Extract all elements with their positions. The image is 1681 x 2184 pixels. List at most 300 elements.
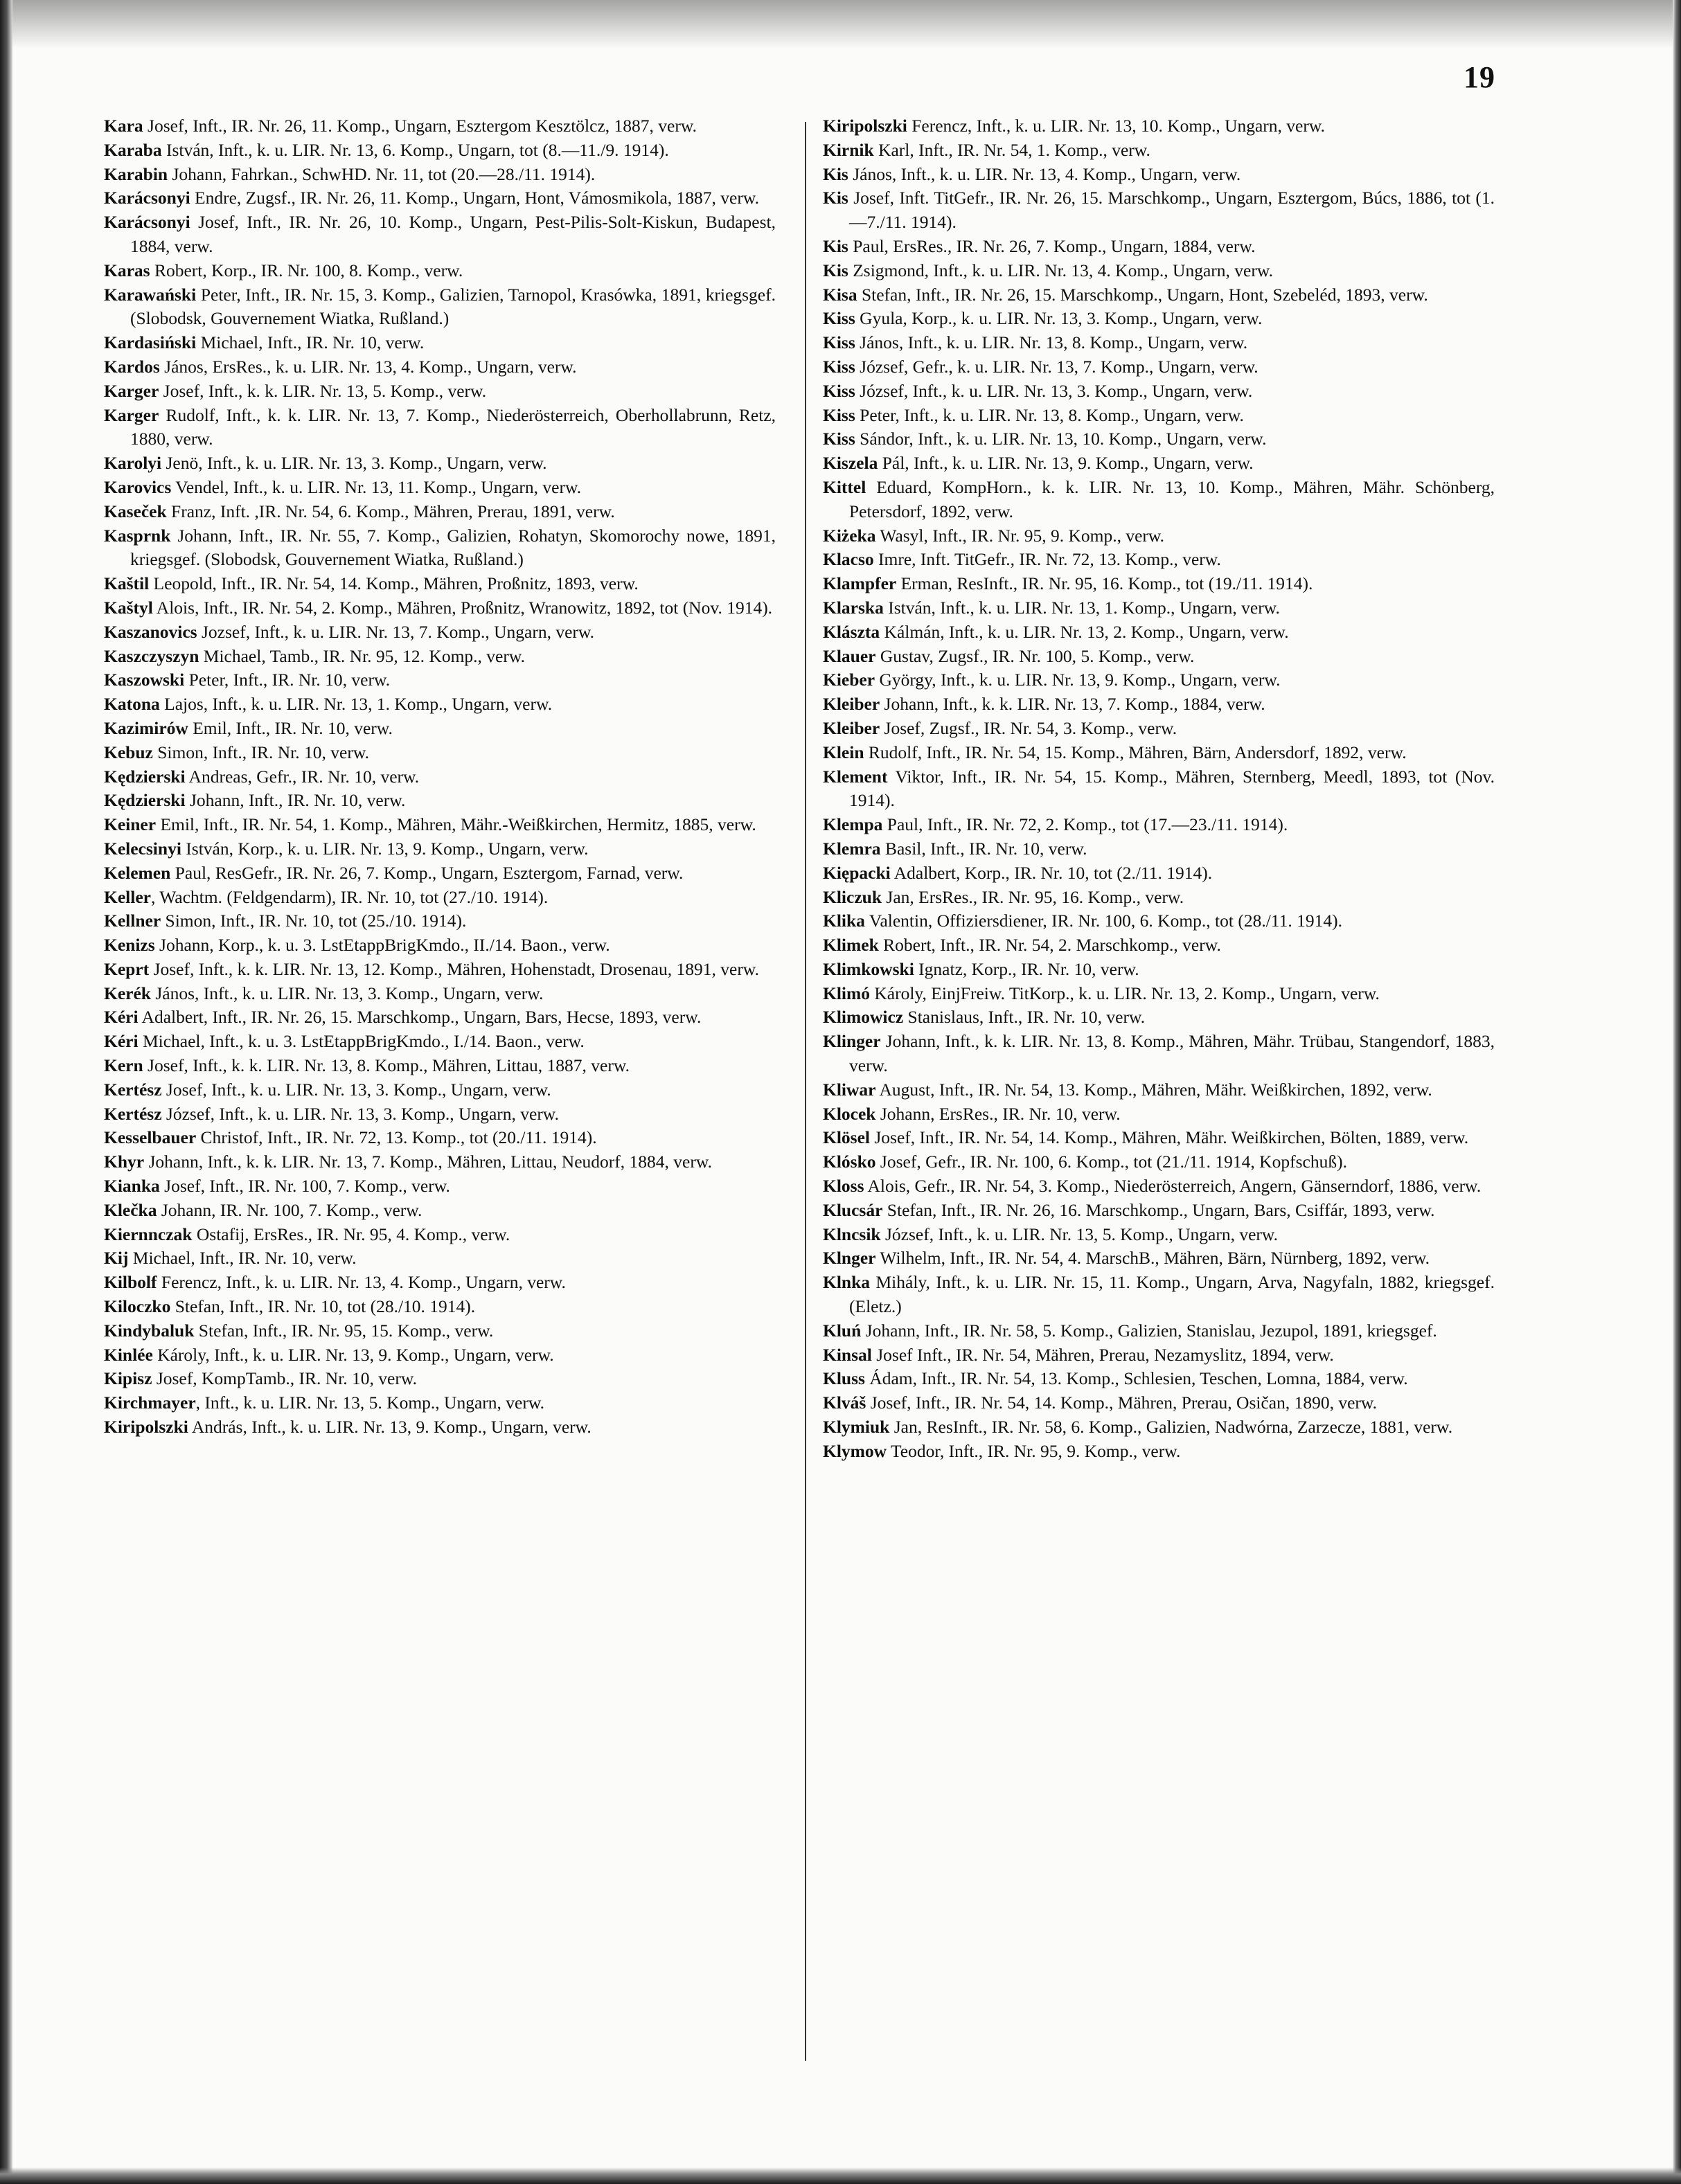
entry-surname: Kis [823, 235, 848, 256]
register-entry [104, 596, 776, 620]
register-entry [823, 283, 1495, 307]
register-entry [104, 451, 776, 476]
register-entry [823, 1271, 1495, 1319]
register-entry [823, 1126, 1495, 1150]
register-entry [104, 620, 776, 645]
register-entry [104, 379, 776, 404]
entry-surname: Klečka [104, 1199, 157, 1220]
entry-surname: Kaštyl [104, 597, 153, 618]
register-entry [104, 524, 776, 573]
entry-details: Károly, EinjFreiw. TitKorp., k. u. LIR. Nr. 13, 2. Komp., Ungarn, verw. [870, 983, 1380, 1003]
register-entry [823, 596, 1495, 620]
register-entry [104, 717, 776, 741]
entry-surname: Kittel [823, 476, 866, 497]
entry-details: Basil, Inft., IR. Nr. 10, verw. [880, 838, 1087, 859]
register-entry [823, 1440, 1495, 1464]
entry-surname: Kéri [104, 1007, 139, 1028]
entry-details: Simon, Inft., IR. Nr. 10, verw. [152, 742, 369, 762]
entry-details: János, ErsRes., k. u. LIR. Nr. 13, 4. Komp., Ungarn, verw. [159, 356, 577, 377]
entry-surname: Karaba [104, 139, 162, 160]
column-divider [805, 122, 806, 2061]
entry-details: András, Inft., k. u. LIR. Nr. 13, 9. Komp., Ungarn, verw. [188, 1417, 592, 1438]
entry-details: János, Inft., k. u. LIR. Nr. 13, 3. Komp., Ungarn, verw. [150, 983, 544, 1003]
entry-details: Josef, Inft. TitGefr., IR. Nr. 26, 15. Marschkomp., Ungarn, Esztergom, Búcs, 1886, tot (1.—7./11. 1914). [848, 188, 1495, 233]
entry-details: Ostafij, ErsRes., IR. Nr. 95, 4. Komp., verw. [192, 1224, 510, 1244]
entry-surname: Kleiber [823, 717, 880, 738]
entry-details: Károly, Inft., k. u. LIR. Nr. 13, 9. Komp., Ungarn, verw. [152, 1344, 554, 1365]
entry-details: Teodor, Inft., IR. Nr. 95, 9. Komp., verw. [887, 1440, 1181, 1461]
entry-surname: Keprt [104, 958, 150, 979]
entry-details: Johann, IR. Nr. 100, 7. Komp., verw. [157, 1199, 423, 1220]
entry-details: Josef, Inft., IR. Nr. 26, 11. Komp., Ungarn, Esztergom Kesztölcz, 1887, verw. [143, 116, 697, 136]
register-entry [823, 379, 1495, 404]
entry-details: Peter, Inft., IR. Nr. 10, verw. [184, 670, 391, 690]
entry-surname: Kliczuk [823, 886, 882, 907]
entry-surname: Kirnik [823, 139, 874, 160]
entry-surname: Klimkowski [823, 958, 914, 979]
register-entry [823, 741, 1495, 765]
entry-surname: Kaštil [104, 573, 150, 594]
entry-surname: Klimó [823, 983, 870, 1003]
entry-details: Leopold, Inft., IR. Nr. 54, 14. Komp., Mähren, Proßnitz, 1893, verw. [149, 573, 639, 594]
entry-details: Valentin, Offiziersdiener, IR. Nr. 100, 6. Komp., tot (28./11. 1914). [864, 911, 1342, 931]
register-entry [823, 1199, 1495, 1223]
entry-details: Johann, Inft., IR. Nr. 55, 7. Komp., Galizien, Rohatyn, Skomorochy nowe, 1891, kriegsgef. (Slobodsk, Gouvernement Wiatka, Rußland.) [130, 525, 776, 570]
register-entry [104, 283, 776, 332]
register-entry [823, 692, 1495, 717]
entry-details: Peter, Inft., IR. Nr. 15, 3. Komp., Galizien, Tarnopol, Krasówka, 1891, kriegsgef. (Slobodsk, Gouvernement Wiatka, Rußland.) [130, 284, 776, 329]
entry-details: , Inft., k. u. LIR. Nr. 13, 5. Komp., Ungarn, verw. [195, 1393, 544, 1413]
entry-surname: Kaszowski [104, 670, 185, 690]
register-entry [104, 1367, 776, 1391]
entry-surname: Kiss [823, 404, 855, 425]
register-entry [104, 1391, 776, 1415]
entry-details: Vendel, Inft., k. u. LIR. Nr. 13, 11. Komp., Ungarn, verw. [171, 476, 582, 497]
register-entry [823, 1030, 1495, 1078]
register-entry [823, 1343, 1495, 1368]
entry-details: Josef, Gefr., IR. Nr. 100, 6. Komp., tot (21./11. 1914, Kopfschuß). [875, 1152, 1347, 1172]
entry-surname: Kiss [823, 308, 855, 329]
register-entry [104, 138, 776, 163]
register-entry [104, 1126, 776, 1150]
register-entry [104, 1246, 776, 1271]
entry-surname: Kij [104, 1248, 129, 1269]
register-entry [823, 114, 1495, 138]
register-entry [823, 476, 1495, 524]
entry-details: Josef, Inft., k. k. LIR. Nr. 13, 8. Komp., Mähren, Littau, 1887, verw. [143, 1055, 630, 1076]
entry-details: Alois, Inft., IR. Nr. 54, 2. Komp., Mähren, Proßnitz, Wranowitz, 1892, tot (Nov. 1914). [152, 597, 773, 618]
register-entry [104, 1054, 776, 1078]
register-entry [823, 909, 1495, 933]
entry-surname: Klinger [823, 1031, 881, 1052]
entry-surname: Kindybaluk [104, 1320, 195, 1341]
register-entry [823, 1150, 1495, 1174]
entry-details: Wasyl, Inft., IR. Nr. 95, 9. Komp., verw. [875, 525, 1165, 546]
entry-details: Ádam, Inft., IR. Nr. 54, 13. Komp., Schlesien, Teschen, Lomna, 1884, verw. [864, 1368, 1408, 1389]
entry-details: Josef, KompTamb., IR. Nr. 10, verw. [152, 1368, 417, 1389]
register-entry [823, 933, 1495, 958]
register-entry [823, 138, 1495, 163]
entry-details: Johann, ErsRes., IR. Nr. 10, verw. [875, 1103, 1121, 1124]
register-entry [104, 958, 776, 982]
scan-shadow-top [0, 0, 1681, 48]
register-entry [823, 1223, 1495, 1247]
entry-details: Johann, Inft., k. k. LIR. Nr. 13, 8. Komp., Mähren, Mähr. Trübau, Stangendorf, 1883, verw. [849, 1031, 1495, 1076]
entry-details: Erman, ResInft., IR. Nr. 95, 16. Komp., tot (19./11. 1914). [896, 573, 1313, 594]
entry-surname: Klein [823, 742, 864, 762]
entry-details: István, Inft., k. u. LIR. Nr. 13, 1. Komp., Ungarn, verw. [883, 597, 1280, 618]
entry-details: Stefan, Inft., IR. Nr. 26, 15. Marschkomp., Ungarn, Hont, Szebeléd, 1893, verw. [857, 284, 1428, 305]
page-number: 19 [1464, 60, 1495, 94]
entry-surname: Kilbolf [104, 1272, 157, 1293]
entry-details: Emil, Inft., IR. Nr. 54, 1. Komp., Mähren, Mähr.-Weißkirchen, Hermitz, 1885, verw. [156, 814, 756, 835]
entry-details: Johann, Inft., k. k. LIR. Nr. 13, 7. Komp., Mähren, Littau, Neudorf, 1884, verw. [144, 1152, 712, 1172]
entry-surname: Kardasiński [104, 332, 197, 353]
entry-details: János, Inft., k. u. LIR. Nr. 13, 4. Komp., Ungarn, verw. [848, 163, 1241, 184]
entry-surname: Karolyi [104, 453, 162, 474]
register-entry [104, 355, 776, 379]
register-entry [104, 1030, 776, 1054]
register-entry [104, 645, 776, 669]
register-entry [823, 404, 1495, 428]
entry-details: Stefan, Inft., IR. Nr. 26, 16. Marschkomp., Ungarn, Bars, Csiffár, 1893, verw. [882, 1199, 1435, 1220]
entry-surname: Karawański [104, 284, 197, 305]
entry-details: György, Inft., k. u. LIR. Nr. 13, 9. Komp., Ungarn, verw. [875, 670, 1281, 690]
register-entry [823, 451, 1495, 476]
entry-surname: Kleiber [823, 694, 880, 715]
entry-surname: Klimek [823, 935, 879, 956]
entry-surname: Kliwar [823, 1079, 876, 1100]
entry-surname: Kiszela [823, 453, 878, 474]
entry-surname: Kiss [823, 332, 855, 353]
register-entry [823, 307, 1495, 331]
register-entry [823, 813, 1495, 837]
entry-surname: Keiner [104, 814, 157, 835]
register-entry [104, 1223, 776, 1247]
entry-details: József, Gefr., k. u. LIR. Nr. 13, 7. Komp., Ungarn, verw. [855, 356, 1258, 377]
entry-details: Paul, ResGefr., IR. Nr. 26, 7. Komp., Ungarn, Esztergom, Farnad, verw. [170, 862, 684, 883]
entry-details: Endre, Zugsf., IR. Nr. 26, 11. Komp., Ungarn, Hont, Vámosmikola, 1887, verw. [190, 188, 760, 208]
entry-surname: Klement [823, 766, 888, 787]
entry-surname: Klncsik [823, 1224, 881, 1244]
register-entry [104, 572, 776, 596]
register-entry [823, 259, 1495, 283]
entry-details: Robert, Korp., IR. Nr. 100, 8. Komp., verw. [150, 260, 463, 280]
register-entry [823, 163, 1495, 187]
register-entry [823, 235, 1495, 259]
entry-details: Kálmán, Inft., k. u. LIR. Nr. 13, 2. Komp., Ungarn, verw. [880, 621, 1289, 642]
entry-surname: Kluń [823, 1320, 862, 1341]
entry-details: Emil, Inft., IR. Nr. 10, verw. [188, 717, 393, 738]
register-entry [104, 259, 776, 283]
register-entry [104, 1174, 776, 1199]
entry-surname: Kaszanovics [104, 621, 197, 642]
entry-surname: Klösel [823, 1127, 870, 1148]
entry-details: Michael, Tamb., IR. Nr. 95, 12. Komp., verw. [199, 645, 525, 666]
entry-details: Adalbert, Korp., IR. Nr. 10, tot (2./11. 1914). [890, 862, 1213, 883]
entry-surname: Klacso [823, 549, 874, 570]
entry-details: Jan, ErsRes., IR. Nr. 95, 16. Komp., verw. [882, 886, 1184, 907]
register-entry [104, 1199, 776, 1223]
register-entry [104, 933, 776, 958]
entry-surname: Kędzierski [104, 766, 186, 787]
entry-details: Zsigmond, Inft., k. u. LIR. Nr. 13, 4. Komp., Ungarn, verw. [848, 260, 1273, 280]
entry-details: Ferencz, Inft., k. u. LIR. Nr. 13, 10. Komp., Ungarn, verw. [907, 116, 1325, 136]
entry-surname: Kiss [823, 356, 855, 377]
entry-surname: Kędzierski [104, 790, 186, 811]
register-entry [823, 331, 1495, 355]
entry-surname: Karger [104, 380, 159, 401]
entry-details: Rudolf, Inft., IR. Nr. 54, 15. Komp., Mähren, Bärn, Andersdorf, 1892, verw. [864, 742, 1407, 762]
entry-surname: Keller [104, 886, 151, 907]
register-entry [104, 1343, 776, 1368]
entry-surname: Kertész [104, 1103, 162, 1124]
entry-surname: Kis [823, 163, 848, 184]
entry-details: Alois, Gefr., IR. Nr. 54, 3. Komp., Niederösterreich, Angern, Gänserndorf, 1886, verw. [864, 1176, 1482, 1197]
entry-details: Josef, Inft., IR. Nr. 100, 7. Komp., verw. [159, 1176, 450, 1197]
entry-surname: Karas [104, 260, 150, 280]
entry-surname: Kloss [823, 1176, 864, 1197]
entry-details: Paul, ErsRes., IR. Nr. 26, 7. Komp., Ungarn, 1884, verw. [848, 235, 1256, 256]
entry-details: Josef, Zugsf., IR. Nr. 54, 3. Komp., verw. [880, 717, 1177, 738]
register-entry [104, 1319, 776, 1343]
register-entry [104, 114, 776, 138]
scan-edge-right [1673, 0, 1681, 2184]
entry-details: Eduard, KompHorn., k. k. LIR. Nr. 13, 10. Komp., Mähren, Mähr. Schönberg, Petersdorf, 1892, verw. [849, 476, 1495, 521]
entry-details: József, Inft., k. u. LIR. Nr. 13, 3. Komp., Ungarn, verw. [161, 1103, 559, 1124]
entry-surname: Kern [104, 1055, 143, 1076]
entry-details: Josef, Inft., IR. Nr. 26, 10. Komp., Ungarn, Pest-Pilis-Solt-Kiskun, Budapest, 1884, verw. [130, 212, 776, 256]
entry-surname: Kinsal [823, 1344, 872, 1365]
register-entry [104, 837, 776, 861]
entry-surname: Klika [823, 911, 865, 931]
entry-surname: Khyr [104, 1152, 145, 1172]
entry-details: Ignatz, Korp., IR. Nr. 10, verw. [914, 958, 1139, 979]
scan-edge-bottom [0, 2167, 1681, 2184]
entry-details: Josef, Inft., IR. Nr. 54, 14. Komp., Mähren, Prerau, Osičan, 1890, verw. [866, 1393, 1378, 1413]
entry-surname: Kelecsinyi [104, 838, 181, 859]
register-entry [823, 620, 1495, 645]
entry-surname: Klempa [823, 814, 883, 835]
entry-details: Gustav, Zugsf., IR. Nr. 100, 5. Komp., verw. [875, 645, 1195, 666]
entry-details: Josef, Inft., k. k. LIR. Nr. 13, 5. Komp., verw. [159, 380, 487, 401]
entry-surname: Klemra [823, 838, 881, 859]
register-entry [823, 1367, 1495, 1391]
entry-details: Peter, Inft., k. u. LIR. Nr. 13, 8. Komp., Ungarn, verw. [855, 404, 1244, 425]
register-entry [104, 404, 776, 452]
entry-surname: Karabin [104, 163, 168, 184]
register-entry [104, 1271, 776, 1295]
entry-surname: Karovics [104, 476, 172, 497]
entry-surname: Kis [823, 260, 848, 280]
entry-surname: Kis [823, 188, 848, 208]
entry-details: Jenö, Inft., k. u. LIR. Nr. 13, 3. Komp., Ungarn, verw. [161, 453, 547, 474]
entry-details: Michael, Inft., k. u. 3. LstEtappBrigKmdo., I./14. Baon., verw. [138, 1031, 585, 1052]
entry-details: Jan, ResInft., IR. Nr. 58, 6. Komp., Galizien, Nadwórna, Zarzecze, 1881, verw. [889, 1417, 1453, 1438]
entry-surname: Klarska [823, 597, 884, 618]
entry-surname: Kiloczko [104, 1296, 171, 1317]
entry-surname: Katona [104, 694, 160, 715]
register-entry [823, 982, 1495, 1006]
entry-details: Wilhelm, Inft., IR. Nr. 54, 4. MarschB., Mähren, Bärn, Nürnberg, 1892, verw. [875, 1248, 1430, 1269]
entry-details: Paul, Inft., IR. Nr. 72, 2. Komp., tot (17.—23./11. 1914). [882, 814, 1288, 835]
entry-details: Franz, Inft. ,IR. Nr. 54, 6. Komp., Mähren, Prerau, 1891, verw. [166, 501, 615, 521]
entry-surname: Kluss [823, 1368, 865, 1389]
entry-details: Jozsef, Inft., k. u. LIR. Nr. 13, 7. Komp., Ungarn, verw. [197, 621, 595, 642]
entry-surname: Kara [104, 116, 143, 136]
register-entry [104, 1078, 776, 1102]
register-entry [823, 958, 1495, 982]
register-entry [823, 1246, 1495, 1271]
entry-details: Mihály, Inft., k. u. LIR. Nr. 15, 11. Komp., Ungarn, Arva, Nagyfaln, 1882, kriegsgef. (Eletz.) [849, 1272, 1495, 1317]
entry-surname: Kasprnk [104, 525, 171, 546]
register-entry [104, 1295, 776, 1319]
entry-surname: Kazimirów [104, 717, 188, 738]
register-entry [823, 524, 1495, 548]
entry-surname: Kesselbauer [104, 1127, 197, 1148]
register-entry [823, 1174, 1495, 1199]
entry-surname: Klocek [823, 1103, 876, 1124]
entry-details: József, Inft., k. u. LIR. Nr. 13, 3. Komp., Ungarn, verw. [855, 380, 1253, 401]
entry-surname: Karácsonyi [104, 212, 190, 233]
entry-details: Robert, Inft., IR. Nr. 54, 2. Marschkomp., verw. [878, 935, 1221, 956]
entry-details: István, Korp., k. u. LIR. Nr. 13, 9. Komp., Ungarn, verw. [181, 838, 589, 859]
entry-details: Michael, Inft., IR. Nr. 10, verw. [196, 332, 425, 353]
entry-surname: Kirchmayer [104, 1393, 196, 1413]
entry-details: Andreas, Gefr., IR. Nr. 10, verw. [185, 766, 420, 787]
register-entry [823, 572, 1495, 596]
register-entry [104, 668, 776, 692]
register-entry [104, 1150, 776, 1174]
entry-details: István, Inft., k. u. LIR. Nr. 13, 6. Komp., Ungarn, tot (8.—11./9. 1914). [161, 139, 669, 160]
register-entry [823, 668, 1495, 692]
entry-surname: Klászta [823, 621, 880, 642]
entry-surname: Kiss [823, 429, 855, 449]
entry-surname: Klnger [823, 1248, 876, 1269]
register-entry [104, 500, 776, 524]
entry-details: Johann, Korp., k. u. 3. LstEtappBrigKmdo., II./14. Baon., verw. [154, 935, 610, 956]
register-entry [104, 789, 776, 813]
register-entry [823, 765, 1495, 814]
entry-surname: Kiępacki [823, 862, 891, 883]
entry-surname: Klimowicz [823, 1007, 904, 1028]
entry-details: Lajos, Inft., k. u. LIR. Nr. 13, 1. Komp., Ungarn, verw. [159, 694, 553, 715]
register-entry [104, 813, 776, 837]
entry-details: Josef, Inft., k. u. LIR. Nr. 13, 3. Komp., Ungarn, verw. [161, 1079, 551, 1100]
register-entry [104, 886, 776, 910]
entry-surname: Kisa [823, 284, 857, 305]
register-entry [823, 1319, 1495, 1343]
entry-details: Pál, Inft., k. u. LIR. Nr. 13, 9. Komp., Ungarn, verw. [878, 453, 1254, 474]
entry-surname: Karácsonyi [104, 188, 190, 208]
register-entry [823, 355, 1495, 379]
entry-details: August, Inft., IR. Nr. 54, 13. Komp., Mähren, Mähr. Weißkirchen, 1892, verw. [875, 1079, 1432, 1100]
register-entry [104, 692, 776, 717]
entry-surname: Kaszczyszyn [104, 645, 199, 666]
entry-surname: Kebuz [104, 742, 153, 762]
entry-details: Ferencz, Inft., k. u. LIR. Nr. 13, 4. Komp., Ungarn, verw. [157, 1272, 566, 1293]
register-entry [823, 1005, 1495, 1030]
entry-details: , Wachtm. (Feldgendarm), IR. Nr. 10, tot (27./10. 1914). [150, 886, 549, 907]
register-entry [104, 163, 776, 187]
entry-surname: Kipisz [104, 1368, 152, 1389]
entry-surname: Kiss [823, 380, 855, 401]
register-entry [823, 1102, 1495, 1127]
entry-details: Johann, Fahrkan., SchwHD. Nr. 11, tot (20.—28./11. 1914). [168, 163, 596, 184]
register-entry [104, 1102, 776, 1127]
entry-surname: Kéri [104, 1031, 139, 1052]
entry-details: Stefan, Inft., IR. Nr. 10, tot (28./10. 1914). [170, 1296, 476, 1317]
register-entry [104, 331, 776, 355]
entry-surname: Klósko [823, 1152, 876, 1172]
entry-surname: Kiernnczak [104, 1224, 193, 1244]
register-entry [823, 548, 1495, 572]
entry-surname: Kertész [104, 1079, 162, 1100]
entry-surname: Kiripolszki [104, 1417, 188, 1438]
register-entry [823, 717, 1495, 741]
register-entry [104, 211, 776, 259]
entry-surname: Kellner [104, 911, 161, 931]
entry-surname: Klucsár [823, 1199, 883, 1220]
register-entry [104, 741, 776, 765]
register-entry [823, 1415, 1495, 1440]
entry-details: Imre, Inft. TitGefr., IR. Nr. 72, 13. Komp., verw. [873, 549, 1221, 570]
entry-surname: Klnka [823, 1272, 871, 1293]
entry-surname: Klváš [823, 1393, 866, 1413]
register-entry [823, 1391, 1495, 1415]
entry-surname: Klymow [823, 1440, 887, 1461]
entry-surname: Klampfer [823, 573, 897, 594]
register-entry [104, 982, 776, 1006]
scan-edge-left [0, 0, 12, 2184]
entry-details: Josef, Inft., k. k. LIR. Nr. 13, 12. Komp., Mähren, Hohenstadt, Drosenau, 1891, verw. [149, 958, 759, 979]
entry-details: Johann, Inft., IR. Nr. 10, verw. [185, 790, 406, 811]
entry-details: Christof, Inft., IR. Nr. 72, 13. Komp., tot (20./11. 1914). [196, 1127, 597, 1148]
entry-details: Adalbert, Inft., IR. Nr. 26, 15. Marschkomp., Ungarn, Bars, Hecse, 1893, verw. [138, 1007, 702, 1028]
register-entry [823, 186, 1495, 235]
entry-surname: Kiripolszki [823, 116, 907, 136]
entry-details: Johann, Inft., IR. Nr. 58, 5. Komp., Galizien, Stanislau, Jezupol, 1891, kriegsgef. [861, 1320, 1437, 1341]
register-entry [104, 1415, 776, 1440]
register-entry [823, 427, 1495, 451]
entry-surname: Kianka [104, 1176, 160, 1197]
register-entry [823, 886, 1495, 910]
left-column [104, 114, 776, 1440]
entry-surname: Klauer [823, 645, 876, 666]
entry-details: János, Inft., k. u. LIR. Nr. 13, 8. Komp., Ungarn, verw. [855, 332, 1248, 353]
entry-surname: Kaseček [104, 501, 167, 521]
entry-details: Josef, Inft., IR. Nr. 54, 14. Komp., Mähren, Mähr. Weißkirchen, Bölten, 1889, verw. [870, 1127, 1469, 1148]
entry-details: Gyula, Korp., k. u. LIR. Nr. 13, 3. Komp., Ungarn, verw. [855, 308, 1263, 329]
entry-surname: Kinlée [104, 1344, 153, 1365]
entry-details: József, Inft., k. u. LIR. Nr. 13, 5. Komp., Ungarn, verw. [880, 1224, 1279, 1244]
register-entry [823, 861, 1495, 886]
register-entry [104, 476, 776, 500]
entry-surname: Kieber [823, 670, 875, 690]
entry-details: Stefan, Inft., IR. Nr. 95, 15. Komp., verw. [194, 1320, 494, 1341]
register-entry [104, 765, 776, 789]
right-column [823, 114, 1495, 1464]
entry-surname: Kardos [104, 356, 160, 377]
entry-surname: Kenizs [104, 935, 155, 956]
register-entry [823, 1078, 1495, 1102]
entry-surname: Kiżeka [823, 525, 876, 546]
register-entry [823, 837, 1495, 861]
register-entry [104, 186, 776, 211]
entry-details: Karl, Inft., IR. Nr. 54, 1. Komp., verw. [873, 139, 1150, 160]
entry-surname: Kerék [104, 983, 151, 1003]
entry-surname: Kelemen [104, 862, 171, 883]
